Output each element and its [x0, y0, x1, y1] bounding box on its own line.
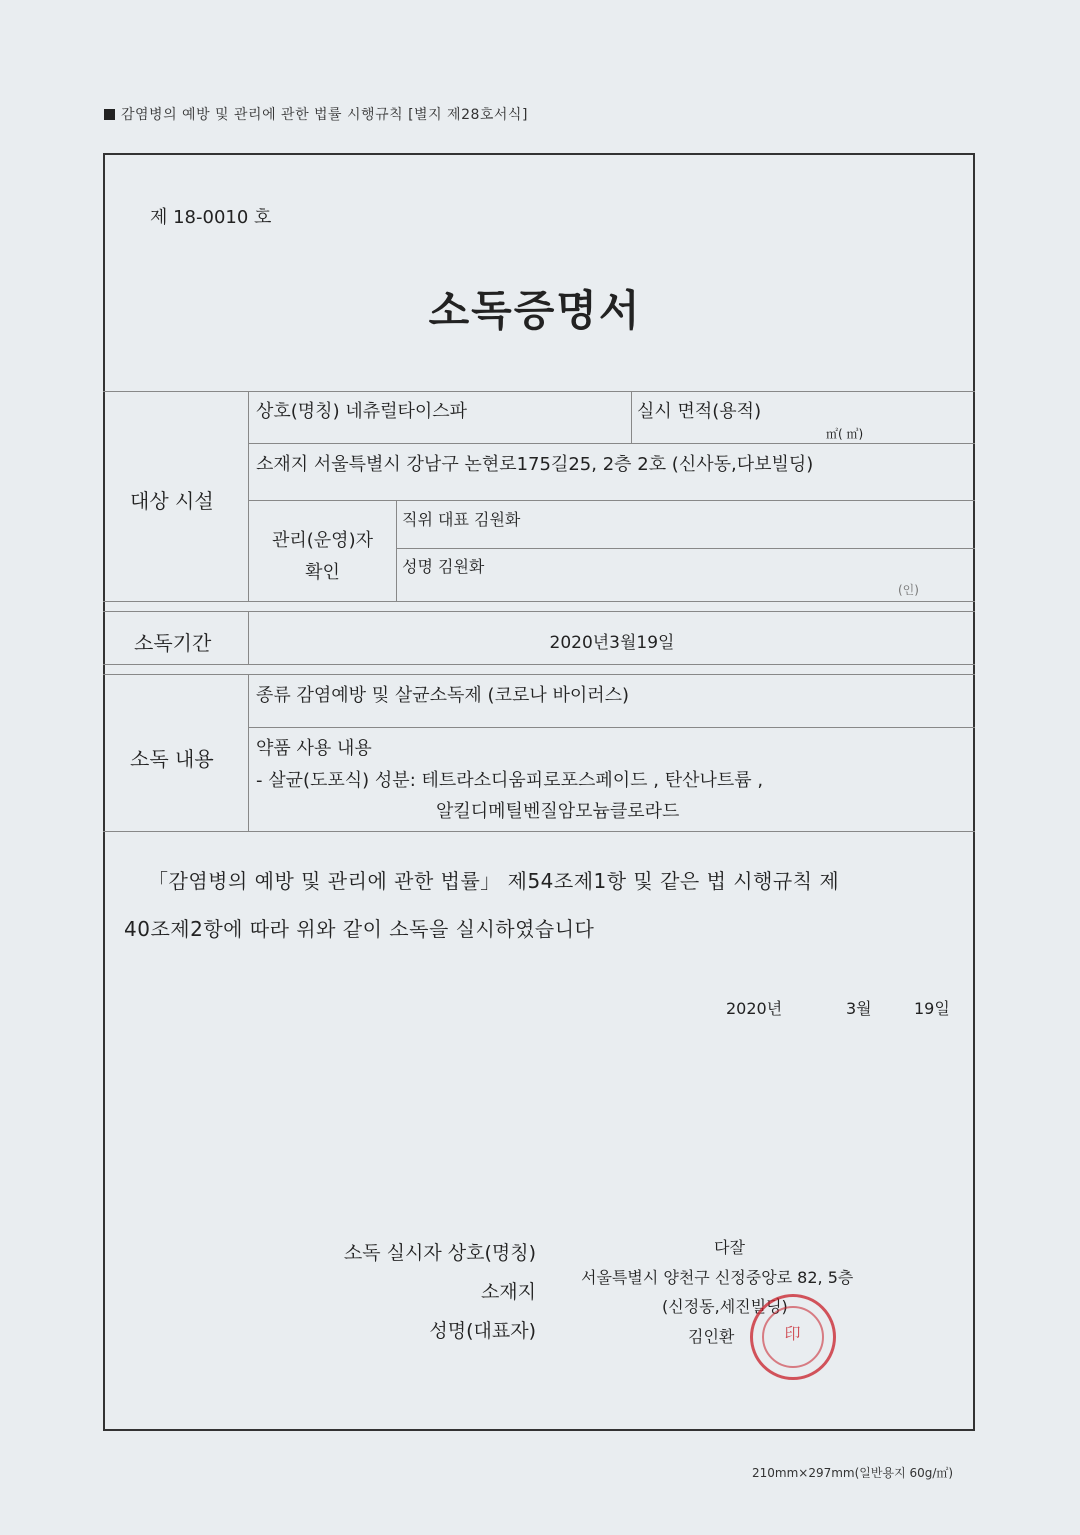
area-units: ㎡( ㎥) [826, 427, 864, 441]
divider [249, 727, 975, 728]
red-seal-stamp-icon: 印 [750, 1294, 836, 1380]
divider [396, 500, 397, 601]
divider [249, 500, 975, 501]
divider [103, 831, 975, 832]
date-year: 2020년 [726, 999, 783, 1018]
disinfection-type: 종류 감염예방 및 살균소독제 (코로나 바이러스) [256, 685, 630, 706]
date-month: 3월 [846, 999, 872, 1018]
seal-mark: (인) [898, 583, 919, 597]
chemical-line-1: - 살균(도포식) 성분: 테트라소디움피로포스페이드 , 탄산나트륨 , [256, 770, 764, 791]
manager-label-line2: 확인 [305, 562, 340, 583]
manager-label-line1: 관리(운영)자 [272, 530, 373, 551]
provider-name-label: 소독 실시자 상호(명칭) [343, 1242, 536, 1264]
provider-address-label: 소재지 [480, 1281, 536, 1303]
business-name: 상호(명칭) 네츄럴타이스파 [256, 401, 468, 422]
divider [103, 674, 975, 675]
manager-position: 직위 대표 김원화 [402, 510, 521, 529]
document-title: 소독증명서 [428, 286, 642, 335]
period-value: 2020년3월19일 [549, 633, 675, 653]
facility-section-label: 대상 시설 [130, 489, 214, 513]
content-label: 소독 내용 [130, 747, 214, 771]
form-reference-note [104, 104, 528, 124]
provider-representative: 김인환 [688, 1327, 735, 1346]
period-label: 소독기간 [134, 631, 212, 655]
provider-address-line-1: 서울특별시 양천구 신정중앙로 82, 5층 [581, 1268, 854, 1287]
manager-name: 성명 김원화 [402, 557, 485, 576]
divider [397, 548, 975, 549]
document-number: 제 18-0010 호 [150, 207, 272, 228]
provider-name: 다잘 [714, 1238, 745, 1257]
divider [103, 601, 975, 602]
form-reference-text: 감염병의 예방 및 관리에 관한 법률 시행규칙 [별지 제28호서식] [121, 107, 528, 123]
chemical-line-2: 알킬디메틸벤질암모늄클로라드 [436, 801, 680, 822]
area-label: 실시 면적(용적) [637, 401, 762, 422]
date-day: 19일 [914, 999, 950, 1018]
square-bullet-icon [104, 109, 115, 120]
divider [103, 611, 975, 612]
statement-line-2: 40조제2항에 따라 위와 같이 소독을 실시하였습니다 [124, 917, 595, 941]
divider [248, 674, 249, 831]
chemical-title: 약품 사용 내용 [256, 738, 372, 759]
divider [249, 443, 975, 444]
divider [103, 391, 975, 392]
divider [631, 391, 632, 443]
provider-address-line-2: (신정동,세진빌딩) [662, 1297, 788, 1316]
certificate-frame [103, 153, 975, 1431]
paper-size-note: 210mm×297mm(일반용지 60g/㎡) [752, 1466, 954, 1480]
facility-address: 소재지 서울특별시 강남구 논현로175길25, 2층 2호 (신사동,다보빌딩) [256, 454, 814, 475]
divider [103, 664, 975, 665]
statement-line-1: 「감염병의 예방 및 관리에 관한 법률」 제54조제1항 및 같은 법 시행규칙 제 [148, 869, 840, 893]
provider-rep-label: 성명(대표자) [429, 1320, 536, 1342]
